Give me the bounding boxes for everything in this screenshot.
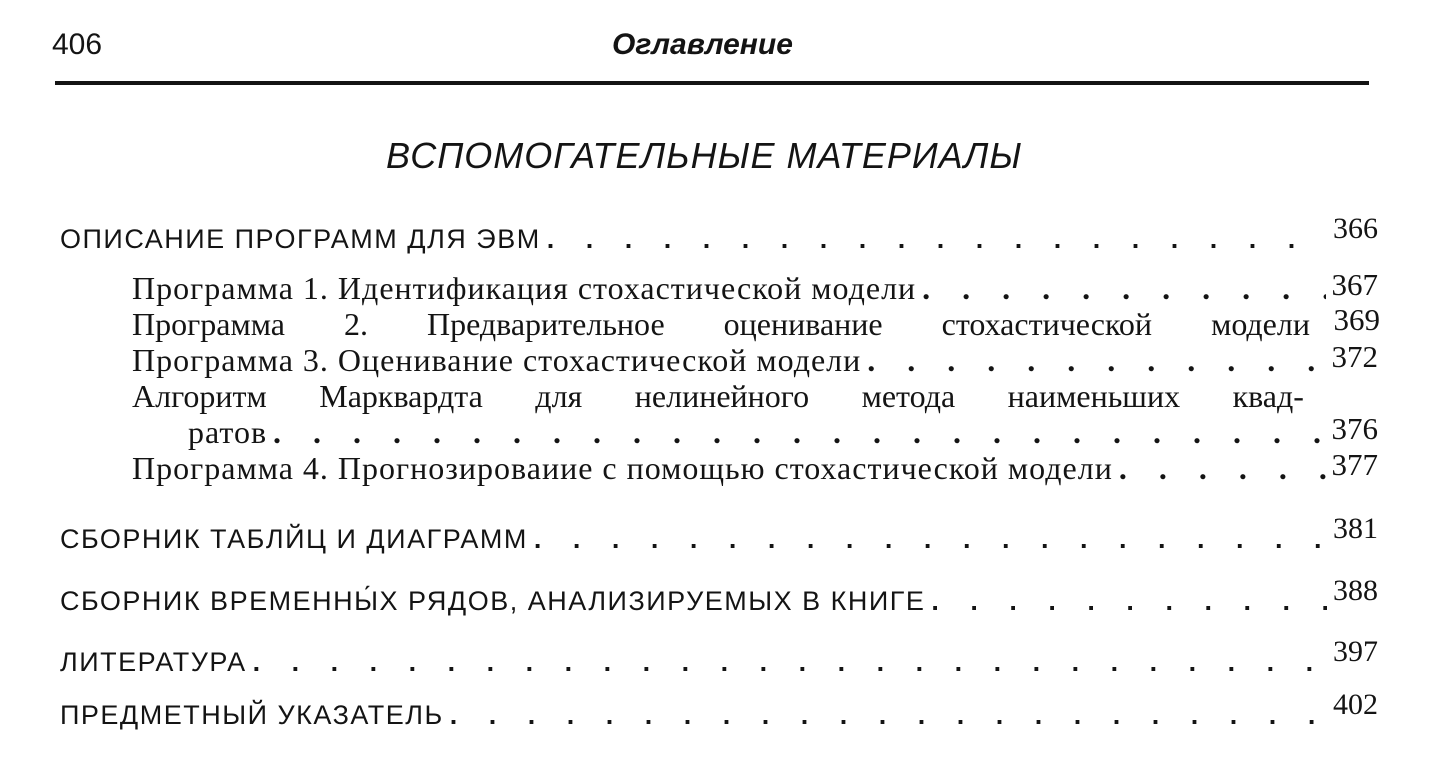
toc-entry-program-2 — [132, 302, 1380, 343]
running-title: Оглавление — [612, 28, 793, 61]
toc-entry-word: нелинейного — [634, 378, 810, 414]
toc-entry-word: наименьших — [1007, 378, 1181, 414]
toc-entry-word: Алгоритм — [132, 378, 267, 414]
toc-entry-word: модели — [1211, 306, 1310, 342]
toc-entry-page: 372 — [1331, 339, 1378, 374]
toc-entry-literature — [60, 635, 1378, 679]
dot-leader — [867, 342, 1325, 379]
page-number: 406 — [52, 28, 103, 61]
toc-entry-label: ЛИТЕРАТУРА — [60, 647, 247, 677]
toc-entry-marquardt-line2 — [188, 411, 1378, 451]
toc-entry-page: 381 — [1333, 512, 1378, 545]
toc-entry-label: ОПИСАНИЕ ПРОГРАММ ДЛЯ ЭВМ — [60, 224, 541, 254]
toc-entry-subject-index — [60, 688, 1378, 732]
toc-entry-word: Марквардта — [319, 378, 483, 414]
toc-entry-label: Программа 1. Идентификация стохастической модели — [132, 270, 917, 306]
toc-entry-label: Программа 4. Прогнозироваиие с помощью стохастической модели — [132, 450, 1113, 486]
toc-entry-label: Программа 3. Оценивание стохастической модели — [132, 342, 862, 378]
toc-entry-page: 366 — [1333, 212, 1378, 245]
toc-entry-word: метода — [861, 378, 956, 414]
toc-entry-page: 377 — [1331, 447, 1378, 482]
toc-entry-tables-diagrams — [60, 512, 1378, 556]
toc-entry-page: 397 — [1333, 635, 1378, 668]
toc-entry-word: Предварительное — [426, 306, 665, 342]
toc-entry-word: Программа — [132, 306, 285, 342]
toc-entry-word: оценивание — [723, 306, 883, 342]
section-heading: ВСПОМОГАТЕЛЬНЫЕ МАТЕРИАЛЫ — [386, 135, 1023, 176]
toc-entry-program-4 — [132, 447, 1378, 487]
toc-entry-label: ПРЕДМЕТНЫЙ УКАЗАТЕЛЬ — [60, 700, 444, 730]
dot-leader — [450, 700, 1327, 731]
toc-entry-word: стохастической — [941, 306, 1153, 342]
toc-entry-time-series — [60, 574, 1378, 618]
toc-entry-program-3 — [132, 339, 1378, 379]
toc-entry-word: квад- — [1232, 378, 1304, 414]
dot-leader — [534, 524, 1327, 555]
dot-leader — [253, 647, 1327, 678]
dot-leader — [922, 270, 1325, 307]
toc-entry-page: 369 — [1333, 302, 1380, 337]
toc-entry-word: 2. — [343, 306, 368, 342]
header-rule — [55, 81, 1369, 85]
dot-leader — [931, 586, 1327, 617]
toc-entry-page: 402 — [1333, 688, 1378, 721]
toc-entry-page: 376 — [1331, 411, 1378, 446]
dot-leader — [273, 414, 1325, 451]
dot-leader — [547, 224, 1327, 255]
toc-entry-marquardt-line1 — [132, 378, 1304, 415]
toc-entry-programs-description — [60, 212, 1378, 256]
toc-entry-label: ратов — [188, 414, 268, 450]
toc-entry-word: для — [535, 378, 583, 414]
toc-entry-page: 388 — [1333, 574, 1378, 607]
toc-entry-page: 367 — [1331, 267, 1378, 302]
toc-entry-label: СБОРНИК ВРЕМЕННЫ́Х РЯДОВ, АНАЛИЗИРУЕМЫХ В КНИГЕ — [60, 586, 926, 616]
dot-leader — [1119, 450, 1326, 487]
toc-entry-program-1 — [132, 267, 1378, 307]
toc-entry-label: СБОРНИК ТАБЛЙЦ И ДИАГРАММ — [60, 524, 528, 554]
